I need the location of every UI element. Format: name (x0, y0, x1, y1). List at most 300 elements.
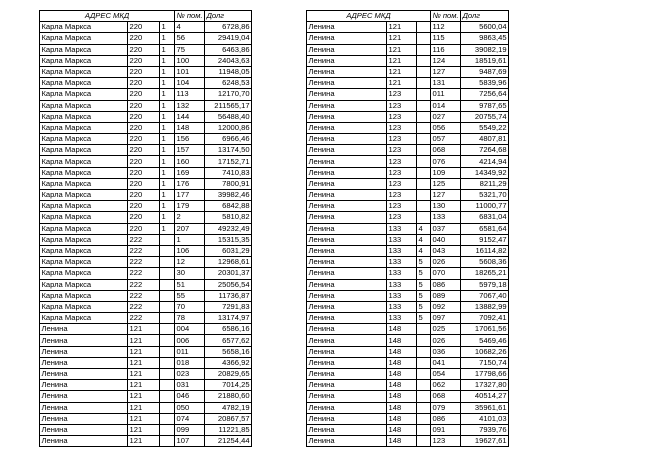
house-cell: 121 (128, 335, 160, 346)
table-row (307, 313, 509, 324)
apartment-cell: 006 (175, 335, 205, 346)
debt-cell: 12968,61 (205, 257, 252, 268)
table-row (40, 66, 252, 77)
header-apartment: № пом. (176, 11, 203, 21)
house-cell: 148 (387, 357, 417, 368)
house-cell: 220 (128, 100, 160, 111)
debt-cell: 5321,70 (461, 190, 509, 201)
building-cell (160, 313, 175, 324)
apartment-cell: 079 (431, 402, 461, 413)
apartment-cell: 127 (431, 66, 461, 77)
building-cell (417, 78, 431, 89)
header-address: АДРЕС МКД (40, 11, 175, 22)
building-cell (160, 369, 175, 380)
apartment-cell: 177 (175, 190, 205, 201)
building-cell (417, 424, 431, 435)
house-cell: 121 (387, 22, 417, 33)
debt-cell: 11948,05 (205, 66, 252, 77)
apartment-cell: 097 (431, 313, 461, 324)
street-cell: Ленина (40, 369, 128, 380)
house-cell: 121 (387, 78, 417, 89)
debt-cell: 7150,74 (461, 357, 509, 368)
street-cell: Ленина (307, 413, 387, 424)
apartment-cell: 2 (175, 212, 205, 223)
street-cell: Ленина (307, 178, 387, 189)
street-cell: Ленина (40, 436, 128, 447)
debt-cell: 5469,46 (461, 335, 509, 346)
building-cell (417, 212, 431, 223)
building-cell: 1 (160, 190, 175, 201)
debt-cell: 6831,04 (461, 212, 509, 223)
debt-cell: 8211,29 (461, 178, 509, 189)
house-cell: 148 (387, 413, 417, 424)
debt-cell: 56488,40 (205, 111, 252, 122)
street-cell: Ленина (307, 313, 387, 324)
table-row (307, 66, 509, 77)
house-cell: 121 (128, 424, 160, 435)
table-row (40, 33, 252, 44)
apartment-cell: 4 (175, 22, 205, 33)
building-cell: 5 (417, 268, 431, 279)
house-cell: 133 (387, 234, 417, 245)
street-cell: Карла Маркса (40, 55, 128, 66)
house-cell: 220 (128, 223, 160, 234)
building-cell (417, 201, 431, 212)
table-row (307, 111, 509, 122)
building-cell (160, 380, 175, 391)
street-cell: Карла Маркса (40, 234, 128, 245)
building-cell: 1 (160, 111, 175, 122)
house-cell: 222 (128, 268, 160, 279)
street-cell: Карла Маркса (40, 201, 128, 212)
table-row (40, 134, 252, 145)
table-row (40, 424, 252, 435)
table-row (307, 234, 509, 245)
building-cell (417, 436, 431, 447)
building-cell (417, 156, 431, 167)
debt-cell: 7410,83 (205, 167, 252, 178)
house-cell: 133 (387, 257, 417, 268)
debt-cell: 24043,63 (205, 55, 252, 66)
table-row (40, 380, 252, 391)
debt-cell: 15315,35 (205, 234, 252, 245)
building-cell: 5 (417, 257, 431, 268)
house-cell: 123 (387, 156, 417, 167)
street-cell: Карла Маркса (40, 167, 128, 178)
house-cell: 133 (387, 268, 417, 279)
house-cell: 148 (387, 436, 417, 447)
table-row (40, 279, 252, 290)
building-cell (417, 44, 431, 55)
building-cell: 4 (417, 245, 431, 256)
house-cell: 133 (387, 223, 417, 234)
debt-cell: 211565,17 (205, 100, 252, 111)
building-cell: 1 (160, 78, 175, 89)
house-cell: 121 (128, 413, 160, 424)
debt-table-left (39, 10, 252, 447)
street-cell: Карла Маркса (40, 223, 128, 234)
apartment-cell: 043 (431, 245, 461, 256)
building-cell (160, 436, 175, 447)
apartment-cell: 176 (175, 178, 205, 189)
apartment-cell: 169 (175, 167, 205, 178)
house-cell: 121 (128, 324, 160, 335)
street-cell: Ленина (307, 33, 387, 44)
debt-cell: 7067,40 (461, 290, 509, 301)
table-row (307, 324, 509, 335)
street-cell: Карла Маркса (40, 134, 128, 145)
house-cell: 123 (387, 201, 417, 212)
building-cell (417, 33, 431, 44)
table-row (307, 245, 509, 256)
table-row (40, 324, 252, 335)
apartment-cell: 115 (431, 33, 461, 44)
table-row (307, 134, 509, 145)
debt-cell: 11221,85 (205, 424, 252, 435)
street-cell: Ленина (307, 89, 387, 100)
apartment-cell: 014 (431, 100, 461, 111)
building-cell: 5 (417, 290, 431, 301)
house-cell: 220 (128, 44, 160, 55)
apartment-cell: 148 (175, 122, 205, 133)
table-row (40, 234, 252, 245)
debt-cell: 17327,80 (461, 380, 509, 391)
table-row (307, 335, 509, 346)
table-row (307, 424, 509, 435)
house-cell: 220 (128, 201, 160, 212)
apartment-cell: 056 (431, 122, 461, 133)
table-row (40, 436, 252, 447)
apartment-cell: 109 (431, 167, 461, 178)
debt-cell: 7939,76 (461, 424, 509, 435)
street-cell: Ленина (307, 335, 387, 346)
apartment-cell: 046 (175, 391, 205, 402)
debt-cell: 5600,04 (461, 22, 509, 33)
debt-cell: 5549,22 (461, 122, 509, 133)
building-cell (417, 357, 431, 368)
street-cell: Ленина (307, 257, 387, 268)
apartment-cell: 036 (431, 346, 461, 357)
building-cell: 1 (160, 100, 175, 111)
building-cell: 1 (160, 167, 175, 178)
debt-cell: 5658,16 (205, 346, 252, 357)
debt-cell: 7800,91 (205, 178, 252, 189)
street-cell: Ленина (40, 424, 128, 435)
table-row (307, 33, 509, 44)
table-row (40, 78, 252, 89)
header-apartment: № пом. (432, 11, 459, 21)
table-row (307, 223, 509, 234)
street-cell: Ленина (307, 268, 387, 279)
building-cell: 1 (160, 122, 175, 133)
debt-cell: 9787,65 (461, 100, 509, 111)
house-cell: 220 (128, 167, 160, 178)
table-row (307, 178, 509, 189)
debt-cell: 11000,77 (461, 201, 509, 212)
house-cell: 222 (128, 301, 160, 312)
apartment-cell: 125 (431, 178, 461, 189)
street-cell: Карла Маркса (40, 78, 128, 89)
house-cell: 123 (387, 100, 417, 111)
table-row (40, 201, 252, 212)
building-cell (160, 279, 175, 290)
apartment-cell: 12 (175, 257, 205, 268)
debt-cell: 25056,54 (205, 279, 252, 290)
debt-cell: 20867,57 (205, 413, 252, 424)
apartment-cell: 076 (431, 156, 461, 167)
debt-cell: 6966,46 (205, 134, 252, 145)
street-cell: Ленина (307, 145, 387, 156)
debt-cell: 6728,86 (205, 22, 252, 33)
building-cell: 5 (417, 313, 431, 324)
building-cell: 1 (160, 55, 175, 66)
house-cell: 220 (128, 89, 160, 100)
house-cell: 222 (128, 245, 160, 256)
apartment-cell: 51 (175, 279, 205, 290)
street-cell: Ленина (307, 111, 387, 122)
apartment-cell: 132 (175, 100, 205, 111)
building-cell (417, 134, 431, 145)
table-row (307, 380, 509, 391)
debt-cell: 17798,66 (461, 369, 509, 380)
building-cell (417, 190, 431, 201)
apartment-cell: 113 (175, 89, 205, 100)
debt-cell: 16114,82 (461, 245, 509, 256)
house-cell: 121 (387, 66, 417, 77)
debt-cell: 7092,41 (461, 313, 509, 324)
building-cell (417, 369, 431, 380)
debt-cell: 13174,50 (205, 145, 252, 156)
apartment-cell: 107 (175, 436, 205, 447)
debt-cell: 9152,47 (461, 234, 509, 245)
debt-cell: 39982,46 (205, 190, 252, 201)
house-cell: 222 (128, 257, 160, 268)
street-cell: Карла Маркса (40, 257, 128, 268)
debt-cell: 6031,29 (205, 245, 252, 256)
street-cell: Ленина (307, 190, 387, 201)
table-row (40, 313, 252, 324)
apartment-cell: 027 (431, 111, 461, 122)
street-cell: Карла Маркса (40, 66, 128, 77)
debt-table-right (306, 10, 509, 447)
table-row (307, 22, 509, 33)
table-row (40, 257, 252, 268)
debt-cell: 6248,53 (205, 78, 252, 89)
debt-cell: 29419,04 (205, 33, 252, 44)
house-cell: 220 (128, 122, 160, 133)
building-cell: 1 (160, 212, 175, 223)
building-cell: 1 (160, 44, 175, 55)
street-cell: Карла Маркса (40, 111, 128, 122)
building-cell (417, 178, 431, 189)
street-cell: Карла Маркса (40, 313, 128, 324)
street-cell: Ленина (307, 279, 387, 290)
debt-cell: 5810,82 (205, 212, 252, 223)
table-row (307, 212, 509, 223)
debt-cell: 10682,26 (461, 346, 509, 357)
street-cell: Карла Маркса (40, 122, 128, 133)
debt-cell: 6577,62 (205, 335, 252, 346)
building-cell (417, 122, 431, 133)
table-row (307, 369, 509, 380)
apartment-cell: 156 (175, 134, 205, 145)
street-cell: Ленина (307, 223, 387, 234)
building-cell: 1 (160, 145, 175, 156)
table-row (40, 346, 252, 357)
apartment-cell: 031 (175, 380, 205, 391)
table-row (307, 357, 509, 368)
street-cell: Ленина (40, 335, 128, 346)
table-row (40, 402, 252, 413)
apartment-cell: 004 (175, 324, 205, 335)
debt-cell: 6586,16 (205, 324, 252, 335)
table-row (40, 223, 252, 234)
street-cell: Ленина (307, 78, 387, 89)
street-cell: Карла Маркса (40, 212, 128, 223)
apartment-cell: 56 (175, 33, 205, 44)
apartment-cell: 037 (431, 223, 461, 234)
debt-cell: 39082,19 (461, 44, 509, 55)
apartment-cell: 124 (431, 55, 461, 66)
building-cell (417, 55, 431, 66)
building-cell: 5 (417, 279, 431, 290)
street-cell: Ленина (40, 324, 128, 335)
street-cell: Ленина (307, 122, 387, 133)
table-row (307, 100, 509, 111)
building-cell (160, 234, 175, 245)
table-row (40, 268, 252, 279)
house-cell: 220 (128, 134, 160, 145)
street-cell: Ленина (307, 424, 387, 435)
house-cell: 220 (128, 145, 160, 156)
debt-cell: 7291,83 (205, 301, 252, 312)
apartment-cell: 131 (431, 78, 461, 89)
debt-cell: 49232,49 (205, 223, 252, 234)
table-row (40, 167, 252, 178)
table-row (307, 190, 509, 201)
debt-cell: 4366,92 (205, 357, 252, 368)
table-row (307, 156, 509, 167)
house-cell: 148 (387, 402, 417, 413)
apartment-cell: 062 (431, 380, 461, 391)
house-cell: 220 (128, 78, 160, 89)
apartment-cell: 112 (431, 22, 461, 33)
street-cell: Ленина (307, 380, 387, 391)
street-cell: Ленина (307, 324, 387, 335)
building-cell (160, 357, 175, 368)
building-cell (160, 290, 175, 301)
street-cell: Ленина (307, 402, 387, 413)
street-cell: Ленина (307, 357, 387, 368)
house-cell: 220 (128, 22, 160, 33)
apartment-cell: 123 (431, 436, 461, 447)
building-cell (417, 324, 431, 335)
table-row (40, 245, 252, 256)
table-row (40, 391, 252, 402)
building-cell: 4 (417, 223, 431, 234)
house-cell: 121 (128, 436, 160, 447)
house-cell: 148 (387, 391, 417, 402)
apartment-cell: 040 (431, 234, 461, 245)
house-cell: 121 (387, 55, 417, 66)
building-cell (417, 145, 431, 156)
debt-cell: 13174,97 (205, 313, 252, 324)
apartment-cell: 086 (431, 279, 461, 290)
table-row (307, 268, 509, 279)
debt-cell: 6463,86 (205, 44, 252, 55)
debt-cell: 17152,71 (205, 156, 252, 167)
street-cell: Ленина (307, 201, 387, 212)
header-row (307, 11, 509, 22)
apartment-cell: 207 (175, 223, 205, 234)
right-table-body (307, 22, 509, 447)
apartment-cell: 074 (175, 413, 205, 424)
table-row (40, 145, 252, 156)
building-cell (417, 66, 431, 77)
apartment-cell: 130 (431, 201, 461, 212)
house-cell: 133 (387, 301, 417, 312)
debt-cell: 18265,21 (461, 268, 509, 279)
debt-cell: 18519,61 (461, 55, 509, 66)
building-cell: 1 (160, 134, 175, 145)
table-row (307, 436, 509, 447)
table-row (307, 167, 509, 178)
table-row (40, 122, 252, 133)
street-cell: Ленина (40, 346, 128, 357)
debt-cell: 7256,64 (461, 89, 509, 100)
street-cell: Ленина (307, 391, 387, 402)
debt-cell: 20829,65 (205, 369, 252, 380)
table-row (40, 369, 252, 380)
building-cell (160, 346, 175, 357)
apartment-cell: 1 (175, 234, 205, 245)
apartment-cell: 78 (175, 313, 205, 324)
debt-cell: 35961,61 (461, 402, 509, 413)
building-cell (160, 268, 175, 279)
table-row (307, 413, 509, 424)
debt-cell: 11736,87 (205, 290, 252, 301)
apartment-cell: 070 (431, 268, 461, 279)
house-cell: 123 (387, 89, 417, 100)
debt-cell: 5608,36 (461, 257, 509, 268)
debt-cell: 12170,70 (205, 89, 252, 100)
apartment-cell: 70 (175, 301, 205, 312)
house-cell: 220 (128, 190, 160, 201)
table-row (307, 44, 509, 55)
table-row (40, 301, 252, 312)
street-cell: Ленина (307, 369, 387, 380)
debt-cell: 6581,64 (461, 223, 509, 234)
table-row (307, 89, 509, 100)
apartment-cell: 050 (175, 402, 205, 413)
apartment-cell: 018 (175, 357, 205, 368)
debt-cell: 13882,99 (461, 301, 509, 312)
house-cell: 220 (128, 212, 160, 223)
street-cell: Карла Маркса (40, 190, 128, 201)
table-row (307, 402, 509, 413)
table-row (40, 357, 252, 368)
left-table-body (40, 22, 252, 447)
apartment-cell: 101 (175, 66, 205, 77)
house-cell: 121 (128, 402, 160, 413)
street-cell: Карла Маркса (40, 145, 128, 156)
debt-cell: 20301,37 (205, 268, 252, 279)
apartment-cell: 179 (175, 201, 205, 212)
building-cell: 4 (417, 234, 431, 245)
street-cell: Ленина (307, 436, 387, 447)
apartment-cell: 068 (431, 391, 461, 402)
building-cell (160, 335, 175, 346)
